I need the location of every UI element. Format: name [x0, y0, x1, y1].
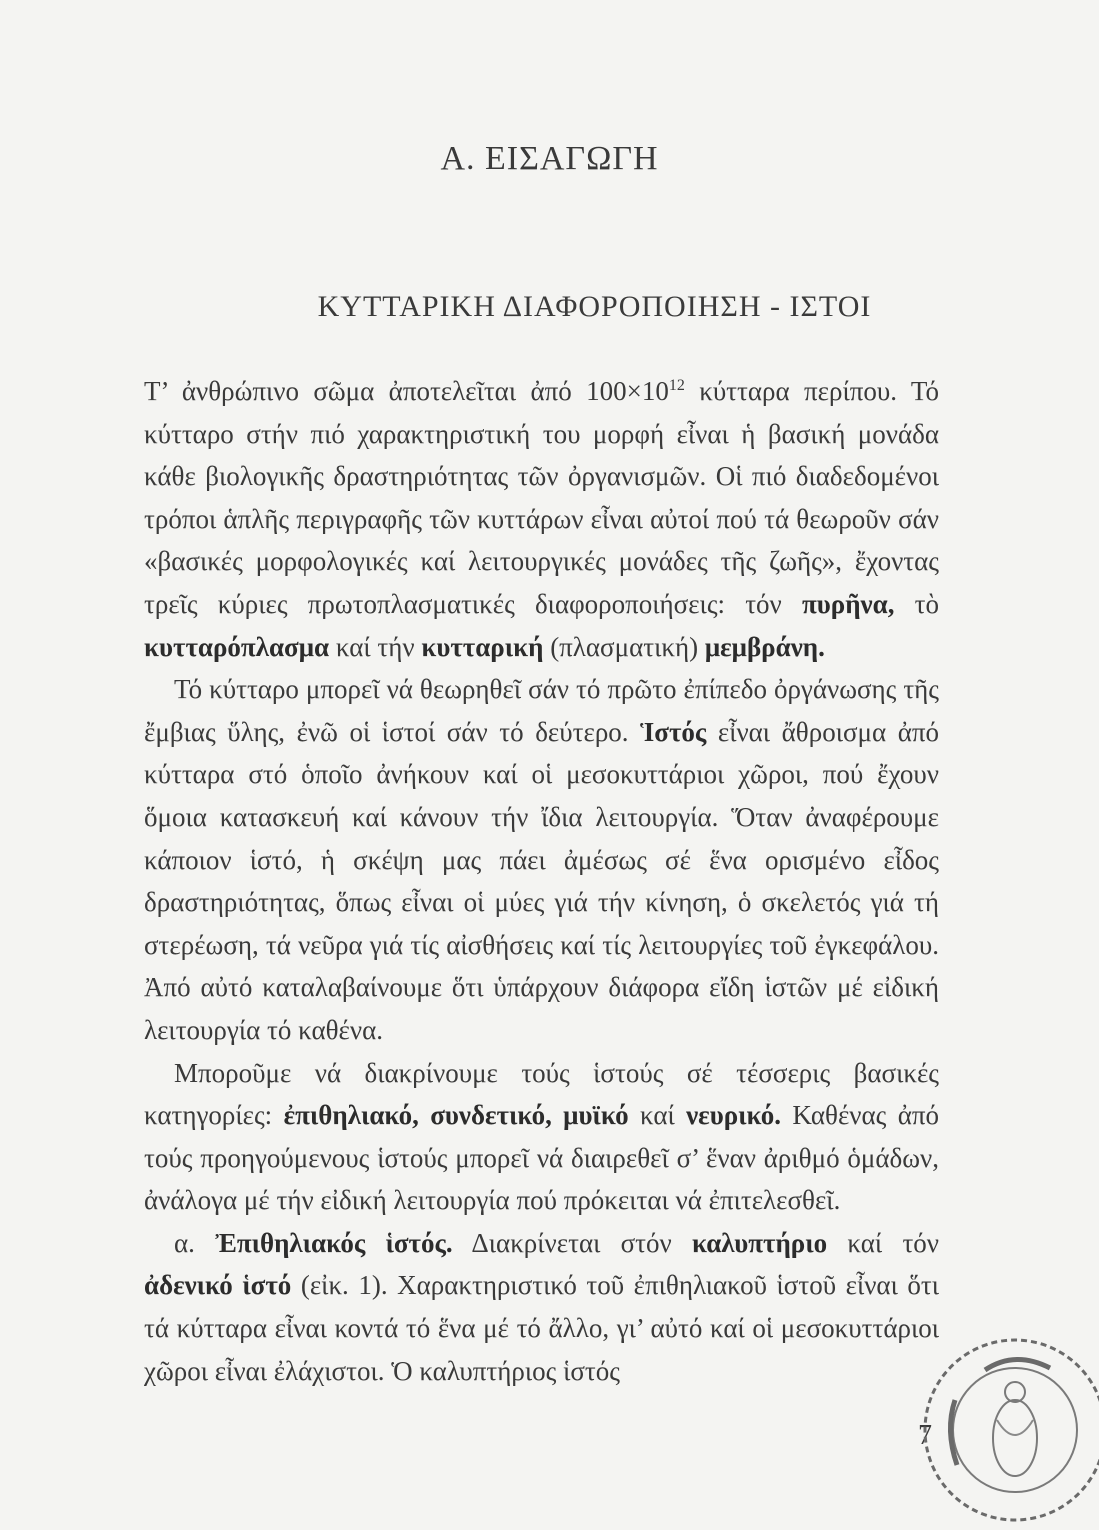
body-text [144, 370, 939, 1392]
section-title: Α. ΕΙΣΑΓΩΓΗ [440, 140, 659, 177]
bold-term: πυρῆνα, [801, 588, 895, 619]
library-stamp-icon [915, 1330, 1099, 1530]
text-run: Διακρίνεται στόν [452, 1227, 693, 1258]
text-run: Μποροῦμε νά διακρίνουμε τούς ἱστούς σέ τέσσερις βασικές κατηγορίες: [144, 1057, 939, 1131]
text-run: καί τήν [329, 631, 422, 662]
bold-term: κυτταρόπλασμα [144, 631, 330, 662]
bold-term: ἀδενικό ἱστό [144, 1270, 292, 1301]
text-run: καί τόν [827, 1227, 939, 1258]
superscript: 12 [668, 377, 685, 394]
bold-term: καλυπτήριο [692, 1227, 828, 1258]
paragraph-4 [144, 1222, 939, 1392]
text-run: κύτταρα περίπου. Τό κύτταρο στήν πιό χαρακτηριστική του μορφή εἶναι ἡ βασική μονάδα κάθε βιολογικῆς δραστηριότητας τῶν ὀργανισμῶν. Οἱ πιό διαδεδομένοι τρόποι ἁπλῆς περιγραφῆς τῶν κυττάρων εἶναι αὐτοί πού τά θεωροῦν σάν «βασικές μορφολογικές καί λειτουργικές μονάδες τῆς ζωῆς», ἔχοντας τρεῖς κύριες πρωτοπλασματικές διαφοροποιήσεις: τόν [144, 376, 939, 619]
chapter-title: ΚΥΤΤΑΡΙΚΗ ΔΙΑΦΟΡΟΠΟΙΗΣΗ - ΙΣΤΟΙ [317, 290, 872, 323]
text-run: (πλασματική) [543, 631, 705, 662]
paragraph-1 [144, 370, 939, 668]
paragraph-2 [144, 668, 939, 1051]
bold-term: Ἱστός [640, 716, 707, 747]
text-run: Τό κύτταρο μπορεῖ νά θεωρηθεῖ σάν τό πρῶτο ἐπίπεδο ὀργάνωσης τῆς ἔμβιας ὕλης, ἐνῶ οἱ ἱστοί σάν τό δεύτερο. [144, 674, 939, 747]
bold-term: μεμβράνη. [704, 631, 825, 662]
bold-term: Ἐπιθηλιακός ἱστός. [215, 1227, 453, 1258]
text-run: (εἰκ. 1). Χαρακτηριστικό τοῦ ἐπιθηλιακοῦ ἱστοῦ εἶναι ὅτι τά κύτταρα εἶναι κοντά τό ἕνα μέ τό ἄλλο, γι’ αὐτό καί οἱ μεσοκυττάριοι χῶροι εἶναι ἐλάχιστοι. Ὁ καλυπτήριος ἱστός [144, 1270, 939, 1386]
bold-term: νευρικό. [686, 1100, 782, 1131]
text-run: τὸ [894, 588, 939, 619]
text-run: α. [174, 1227, 216, 1258]
bold-term: κυτταρική [421, 631, 544, 662]
text-run: εἶναι ἄθροισμα ἀπό κύτταρα στό ὁποῖο ἀνήκουν καί οἱ μεσοκυττάριοι χῶροι, πού ἔχουν ὅμοια κατασκευή καί κάνουν τήν ἴδια λειτουργία. Ὅταν ἀναφέρουμε κάποιον ἱστό, ἡ σκέψη μας πάει ἀμέσως σέ ἕνα ορισμένο εἶδος δραστηριότητας, ὅπως εἶναι οἱ μύες γιά τήν κίνηση, ὁ σκελετός γιά τή στερέωση, τά νεῦρα γιά τίς αἰσθήσεις καί τίς λειτουργίες τοῦ ἐγκεφάλου. Ἀπό αὐτό καταλαβαίνουμε ὅτι ὑπάρχουν διάφορα εἴδη ἱστῶν μέ εἰδική λειτουργία τό καθένα. [144, 716, 939, 1045]
page-number: 7 [918, 1420, 932, 1451]
text-run: καί [628, 1100, 687, 1131]
paragraph-3 [144, 1052, 939, 1222]
bold-term: ἐπιθηλιακό, συνδετικό, μυϊκό [283, 1100, 629, 1131]
text-run: Τ’ ἀνθρώπινο σῶμα ἀποτελεῖται ἀπό 100×10 [144, 376, 669, 406]
text-run: Καθένας ἀπό τούς προηγούμενους ἱστούς μπορεῖ νά διαιρεθεῖ σ’ ἕναν ἀριθμό ὁμάδων, ἀνάλογα μέ τήν εἰδική λειτουργία πού πρόκειται νά ἐπιτελεσθεῖ. [144, 1100, 939, 1216]
